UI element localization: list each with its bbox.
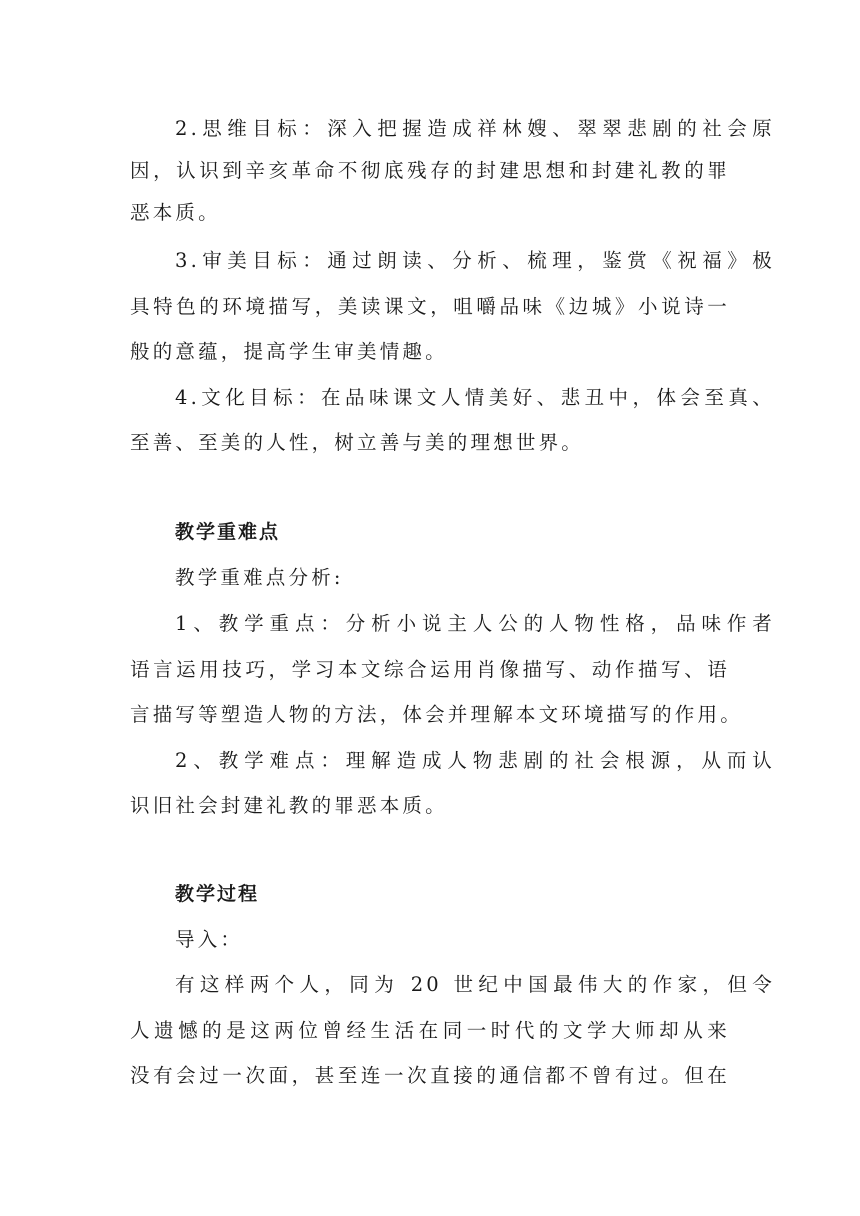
culture-goal-line-1: 4.文化目标：在品味课文人情美好、悲丑中，体会至真、 bbox=[175, 386, 775, 409]
key-points-heading: 教学重难点 bbox=[175, 521, 281, 543]
focus-line-1: 1、教学重点：分析小说主人公的人物性格，品味作者 bbox=[175, 612, 775, 635]
thinking-goal-line-2: 因，认识到辛亥革命不彻底残存的封建思想和封建礼教的罪 bbox=[130, 159, 730, 182]
process-paragraph-line-1: 有这样两个人，同为 20 世纪中国最伟大的作家，但令 bbox=[175, 973, 775, 996]
difficulty-line-1: 2、教学难点：理解造成人物悲剧的社会根源，从而认 bbox=[175, 749, 775, 772]
difficulty-line-2: 识旧社会封建礼教的罪恶本质。 bbox=[130, 794, 448, 817]
aesthetic-goal-line-1: 3.审美目标：通过朗读、分析、梳理，鉴赏《祝福》极 bbox=[175, 249, 775, 272]
process-paragraph-line-3: 没有会过一次面，甚至连一次直接的通信都不曾有过。但在 bbox=[130, 1064, 730, 1087]
process-paragraph-line-2: 人遗憾的是这两位曾经生活在同一时代的文学大师却从来 bbox=[130, 1019, 730, 1042]
process-heading: 教学过程 bbox=[175, 883, 260, 905]
thinking-goal-line-3: 恶本质。 bbox=[130, 201, 221, 224]
aesthetic-goal-line-3: 般的意蕴，提高学生审美情趣。 bbox=[130, 340, 448, 363]
focus-line-3: 言描写等塑造人物的方法，体会并理解本文环境描写的作用。 bbox=[130, 703, 743, 726]
thinking-goal-line-1: 2.思维目标：深入把握造成祥林嫂、翠翠悲剧的社会原 bbox=[175, 117, 775, 140]
culture-goal-line-2: 至善、至美的人性，树立善与美的理想世界。 bbox=[130, 431, 585, 454]
aesthetic-goal-line-2: 具特色的环境描写，美读课文，咀嚼品味《边城》小说诗一 bbox=[130, 295, 730, 318]
process-intro-label: 导入： bbox=[175, 928, 244, 951]
key-points-intro: 教学重难点分析: bbox=[175, 566, 344, 589]
focus-line-2: 语言运用技巧，学习本文综合运用肖像描写、动作描写、语 bbox=[130, 658, 730, 681]
